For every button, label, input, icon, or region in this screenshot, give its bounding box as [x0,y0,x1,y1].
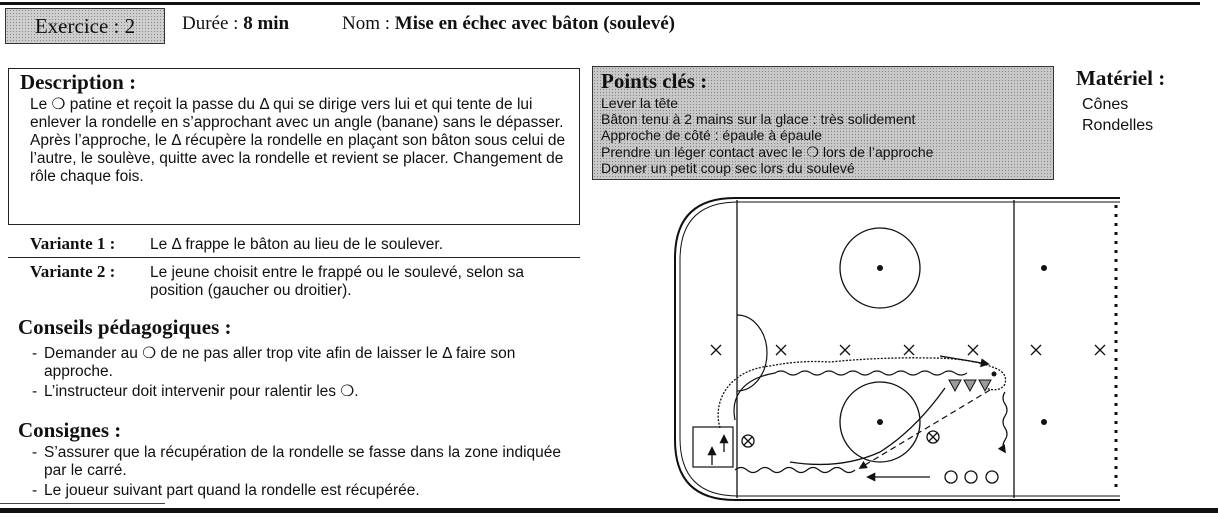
triangle-players [949,380,991,391]
consignes-item: - Le joueur suivant part quand la rondelle est récupérée. [32,482,572,500]
materiel-item-rondelles: Rondelles [1082,117,1154,134]
cone-marker [840,345,850,355]
faceoff-dots [877,265,1047,425]
faceoff-dot [1041,265,1047,271]
name-label: Nom : [342,13,391,34]
triangle-player [949,380,961,391]
name-value: Mise en échec avec bâton (soulevé) [394,13,675,34]
cone-marker [904,345,914,355]
duration-label: Durée : [182,13,239,34]
cone-markers [711,345,1105,355]
top-arrow [940,356,988,364]
recovery-zone-square [693,427,733,467]
bottom-rule [0,508,1218,513]
key-point: Lever la tête [601,95,679,111]
conseils-title: Conseils pédagogiques : [18,315,232,339]
variant-2-text: Le jeune choisit entre le frappé ou le soulevé, selon sa position (gaucher ou droitier). [150,264,524,299]
circle-player [986,471,998,483]
key-point: Approche de côté : épaule à épaule [601,127,823,143]
key-point: Prendre un léger contact avec le ❍ lors de l’approche [601,144,934,160]
faceoff-dot [877,419,883,425]
cone-marker [1031,345,1041,355]
rink-boards-outer [675,198,1120,500]
skating-path-bottom-wave [735,468,855,473]
bottom-thin-rule [0,503,165,504]
cone-marker [711,345,721,355]
faceoff-dot [877,265,883,271]
pass-dashed [860,390,990,468]
approach-path [790,388,945,464]
conseils-item: - Demander au ❍ de ne pas aller trop vite afin de laisser le Δ faire son approche. [32,345,572,381]
crease-arc [737,315,767,391]
triangle-player [964,380,976,391]
key-points-title: Points clés : [601,69,708,93]
puck-dot [992,372,997,377]
cone-marker [1095,345,1105,355]
conseils-item: - L’instructeur doit intervenir pour ralentir les ❍. [32,383,572,401]
circle-player [965,471,977,483]
key-point: Donner un petit coup sec lors du soulevé [601,160,855,176]
materiel-title: Matériel : [1076,66,1166,90]
materiel-item-cones: Cônes [1082,96,1129,113]
circle-player [945,471,957,483]
circle-players [945,471,998,483]
consignes-item: - S’assurer que la récupération de la rondelle se fasse dans la zone indiquée par le carré. [32,444,572,480]
skating-path-top [718,358,1005,428]
rink-boards-inner [680,202,1120,496]
exercise-badge: Exercice : 2 [5,8,165,44]
consignes-title: Consignes : [18,418,122,442]
faceoff-dot [1041,419,1047,425]
description-text: Le ❍ patine et reçoit la passe du Δ qui se dirige vers lui et qui tente de lui enlever la rondelle en s’approchant avec un angle (banane) sans le dépasser. Après l’approche, le Δ récupère la rondelle en plaçant son bâton sous celui de l’autre, le soulève, quitte avec la rondelle et revient se placer. Changement de rôle chaque fois. [30,96,566,185]
cone-marker [776,345,786,355]
right-wave-down [1003,392,1007,452]
variant-2-label: Variante 2 : [30,262,116,281]
variant-1-label: Variante 1 : [30,234,116,253]
variant-1-text: Le Δ frappe le bâton au lieu de le soulever. [150,236,444,253]
description-title: Description : [20,70,137,94]
duration-value: 8 min [243,13,290,34]
key-point: Bâton tenu à 2 mains sur la glace : très solidement [601,111,916,127]
cone-marker [968,345,978,355]
